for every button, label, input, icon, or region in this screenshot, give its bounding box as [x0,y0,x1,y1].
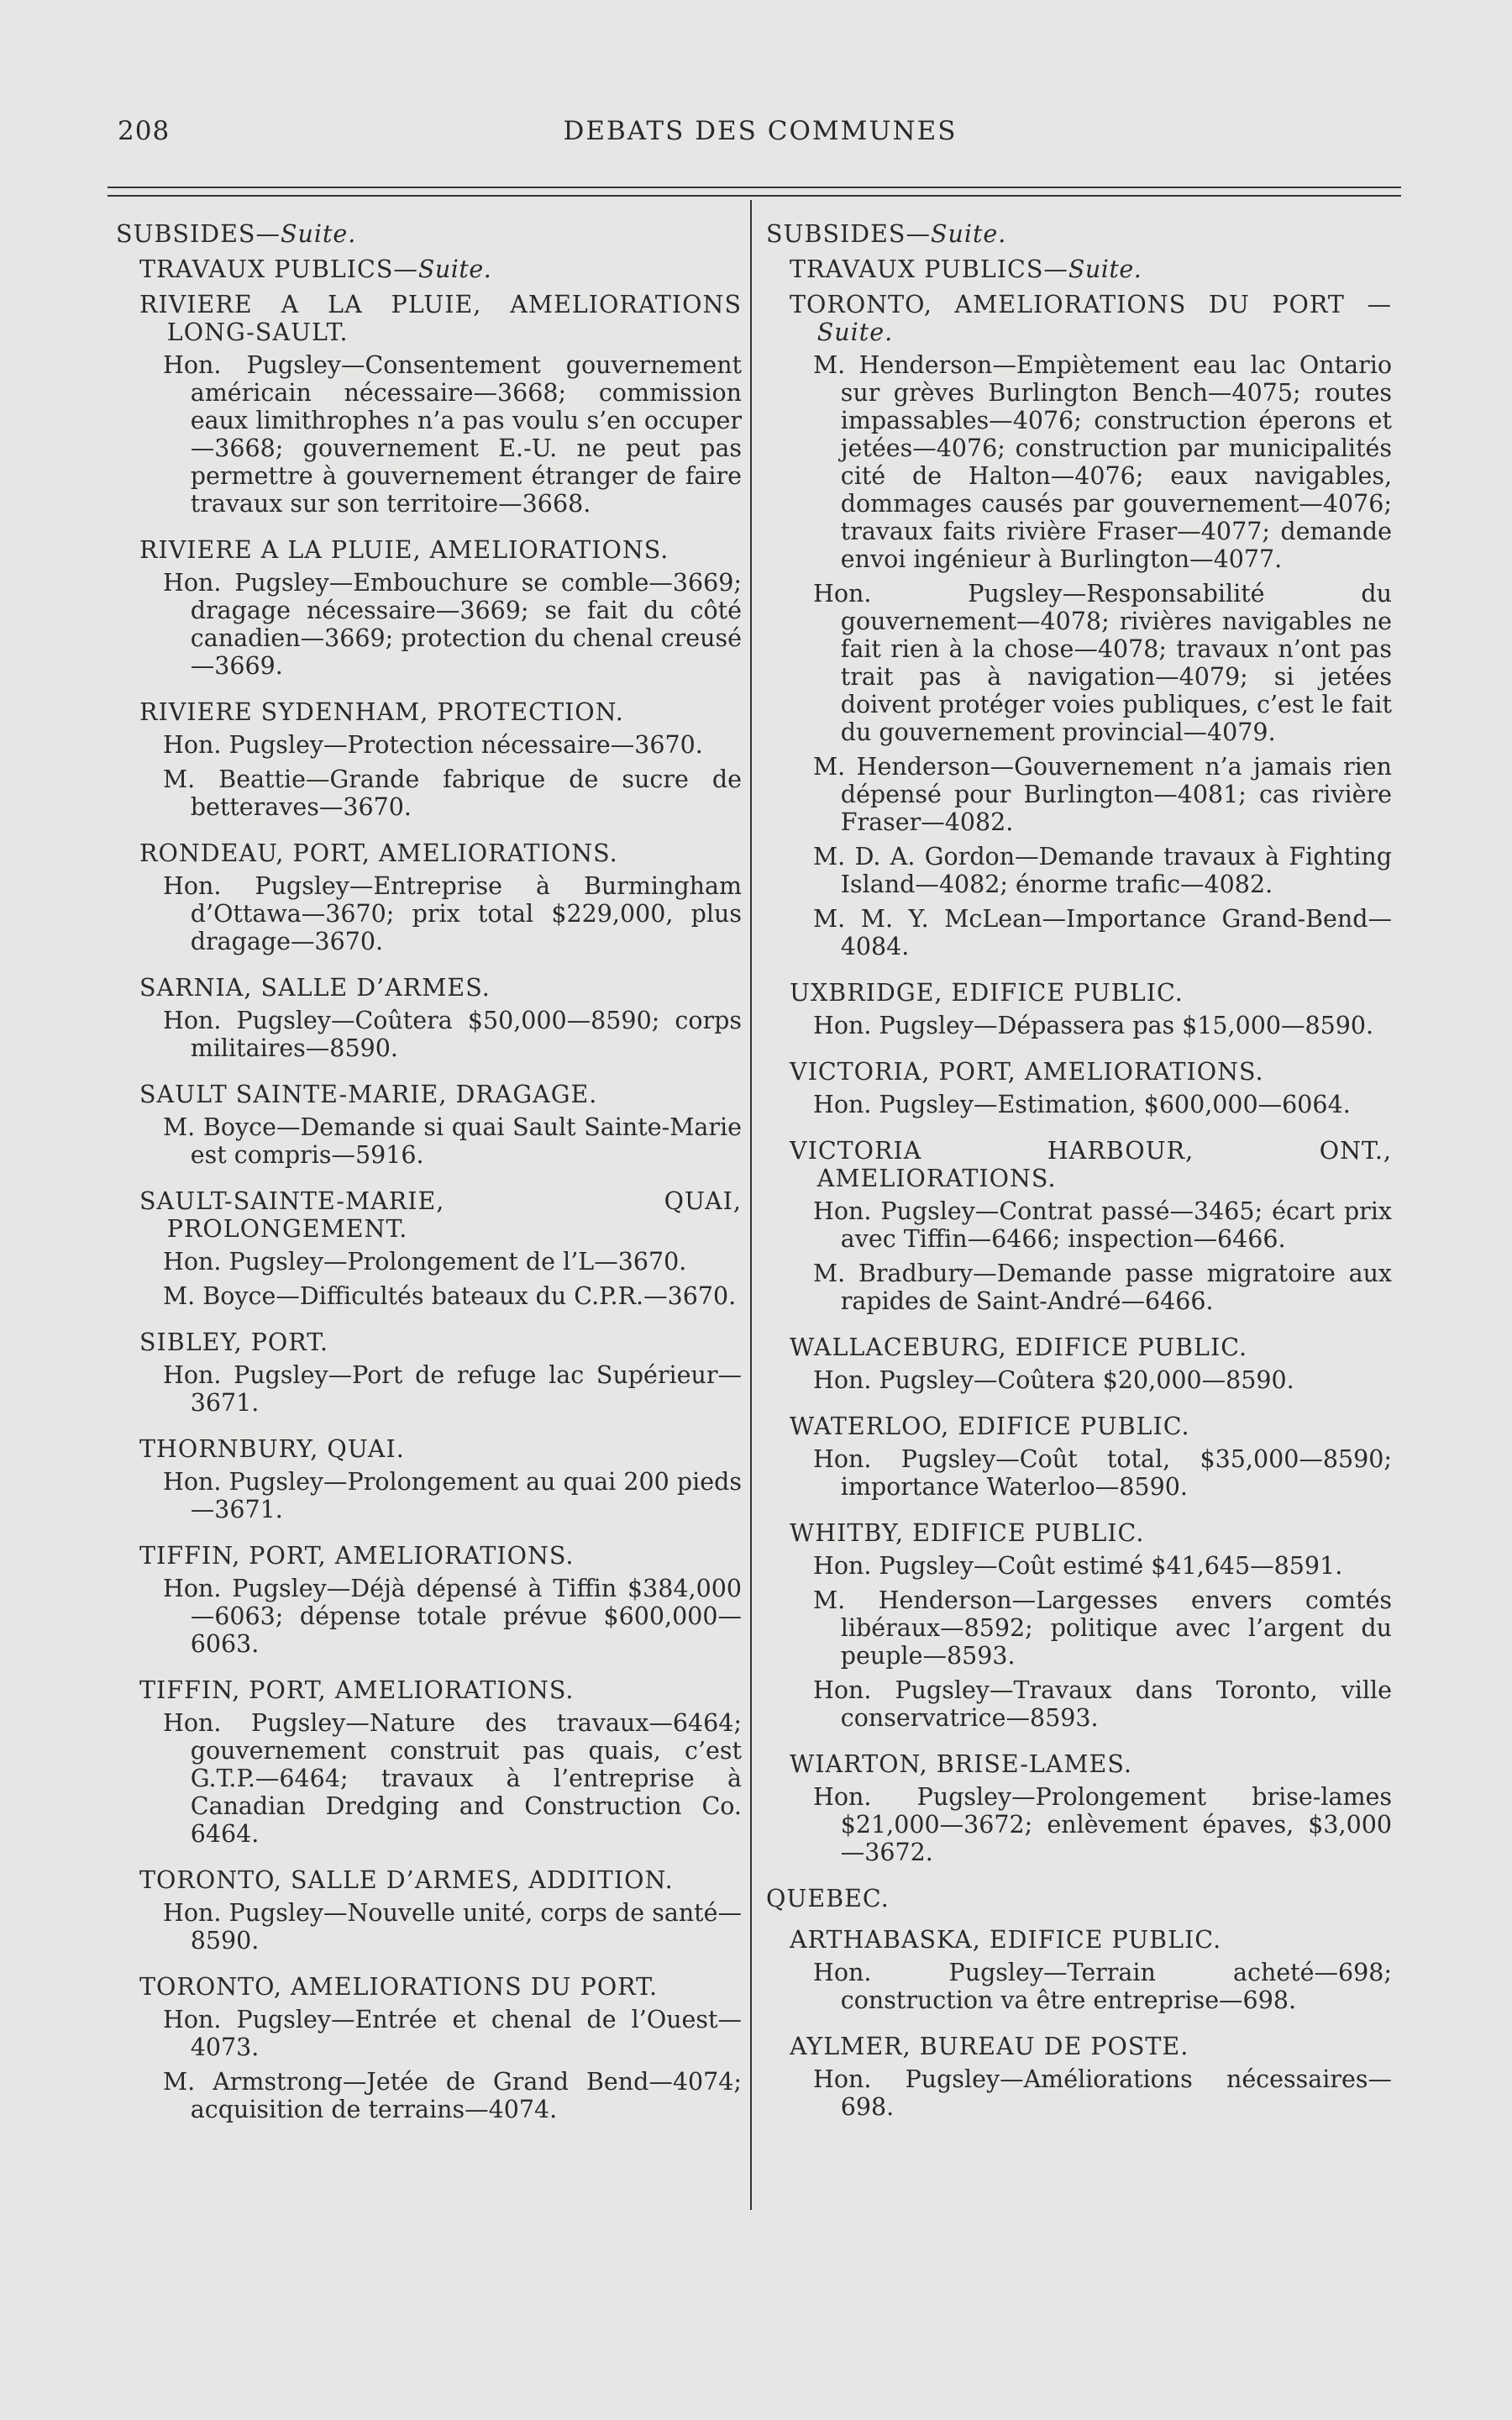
entry-heading: RIVIERE SYDENHAM, PROTECTION. [139,698,624,726]
continued-speeches [790,351,1392,960]
section-heading: SUBSIDES—Suite. [116,220,357,248]
entry-heading: TORONTO, AMELIORATIONS DU PORT. [139,1973,659,2001]
subsection-heading: TRAVAUX PUBLICS—Suite. [139,255,492,283]
index-entry [139,1081,742,1169]
speaker-note: Hon. Pugsley—Coûtera $50,000—8590; corps militaires—8590. [163,1007,742,1062]
speaker-note: M. Henderson—Empiètement eau lac Ontario sur grèves Burlington Bench—4075; routes impassables—4076; construction éperons et jetées—4076; construction par municipalités cité de Halton—4076; eaux navigables, dommages causés par gouvernement—4076; travaux faits rivière Fraser—4077; demande envoi ingénieur à Burlington—4077. [813,351,1392,573]
speaker-note: Hon. Pugsley—Coût estimé $41,645—8591. [813,1552,1343,1580]
index-entry [139,1328,742,1417]
subsection-heading: TRAVAUX PUBLICS—Suite. [790,255,1142,283]
speaker-note: Hon. Pugsley—Prolongement au quai 200 pieds—3671. [163,1468,742,1523]
index-entry [790,291,1392,960]
speaker-note: Hon. Pugsley—Dépassera pas $15,000—8590. [813,1012,1374,1039]
entry-heading: TIFFIN, PORT, AMELIORATIONS. [139,1676,575,1704]
index-entry [139,698,742,821]
index-entry [139,1973,742,2123]
index-entry [139,1435,742,1523]
quebec-entries [766,1926,1392,2121]
entry-heading: TORONTO, SALLE D’ARMES, ADDITION. [139,1866,674,1894]
speaker-note: Hon. Pugsley—Déjà dépensé à Tiffin $384,000—6063; dépense totale prévue $600,000—6063. [163,1575,742,1658]
entry-heading: AYLMER, BUREAU DE POSTE. [790,2033,1189,2060]
speaker-note: Hon. Pugsley—Coûtera $20,000—8590. [813,1366,1294,1394]
speaker-note: Hon. Pugsley—Améliorations nécessaires—698. [813,2065,1392,2121]
speaker-note: M. M. Y. McLean—Importance Grand-Bend—4084. [813,905,1392,960]
index-entry [139,1187,742,1310]
section-heading: SUBSIDES—Suite. [766,220,1007,248]
right-entries [766,979,1392,1866]
entry-heading: THORNBURY, QUAI. [139,1435,405,1463]
index-entry [139,839,742,955]
speaker-note: Hon. Pugsley—Port de refuge lac Supérieur—3671. [163,1361,742,1417]
speaker-note: Hon. Pugsley—Responsabilité du gouvernement—4078; rivières navigables ne fait rien à la chose—4078; travaux n’ont pas trait pas à navigation—4079; si jetées doivent protéger voies publiques, c’est le fait du gouvernement provincial—4079. [813,580,1392,746]
speaker-note: Hon. Pugsley—Embouchure se comble—3669; dragage nécessaire—3669; se fait du côté canadien—3669; protection du chenal creusé—3669. [163,569,742,680]
province-heading: QUEBEC. [766,1885,890,1912]
speaker-note: Hon. Pugsley—Consentement gouvernement américain nécessaire—3668; commission eaux limithrophes n’a pas voulu s’en occuper—3668; gouvernement E.-U. ne peut pas permettre à gouvernement étranger de faire travaux sur son territoire—3668. [163,351,742,518]
index-entry [790,1334,1392,1394]
speaker-note: M. Henderson—Gouvernement n’a jamais rien dépensé pour Burlington—4081; cas rivière Fraser—4082. [813,753,1392,836]
entry-heading: ARTHABASKA, EDIFICE PUBLIC. [790,1926,1222,1954]
entry-heading: WHITBY, EDIFICE PUBLIC. [790,1519,1145,1547]
entry-heading: VICTORIA HARBOUR, ONT., AMELIORATIONS. [790,1137,1392,1192]
speaker-note: Hon. Pugsley—Terrain acheté—698; construction va être entreprise—698. [813,1959,1392,2014]
entry-heading: WALLACEBURG, EDIFICE PUBLIC. [790,1334,1248,1361]
index-entry [139,1866,742,1954]
index-entry [790,1413,1392,1501]
index-entry [139,291,742,518]
entry-heading: TORONTO, AMELIORATIONS DU PORT —Suite. [790,291,1392,346]
speaker-note: Hon. Pugsley—Nouvelle unité, corps de santé—8590. [163,1899,742,1954]
index-entry [139,536,742,680]
speaker-note: Hon. Pugsley—Protection nécessaire—3670. [163,731,703,759]
speaker-note: M. Armstrong—Jetée de Grand Bend—4074; acquisition de terrains—4074. [163,2068,742,2123]
speaker-note: Hon. Pugsley—Entrée et chenal de l’Ouest—4073. [163,2006,742,2061]
index-entry [790,1519,1392,1732]
speaker-note: Hon. Pugsley—Prolongement de l’L—3670. [163,1248,687,1276]
entry-heading: SAULT-SAINTE-MARIE, QUAI, PROLONGEMENT. [139,1187,742,1243]
entry-heading: VICTORIA, PORT, AMELIORATIONS. [790,1058,1264,1086]
speaker-note: M. Boyce—Difficultés bateaux du C.P.R.—3670. [163,1282,737,1310]
running-title: DEBATS DES COMMUNES [563,116,958,146]
entry-heading: SARNIA, SALLE D’ARMES. [139,974,491,1002]
entry-heading: RIVIERE A LA PLUIE, AMELIORATIONS LONG-SAULT. [139,291,742,346]
header-rule-top [108,187,1401,188]
speaker-note: M. Beattie—Grande fabrique de sucre de betteraves—3670. [163,765,742,821]
index-entry [139,1676,742,1848]
index-entry [139,1542,742,1658]
speaker-note: M. Henderson—Largesses envers comtés libéraux—8592; politique avec l’argent du peuple—8593. [813,1586,1392,1670]
index-entry [790,2033,1392,2121]
speaker-note: M. Bradbury—Demande passe migratoire aux rapides de Saint-André—6466. [813,1260,1392,1315]
entry-heading: WATERLOO, EDIFICE PUBLIC. [790,1413,1190,1440]
entry-heading: RONDEAU, PORT, AMELIORATIONS. [139,839,618,867]
speaker-note: Hon. Pugsley—Estimation, $600,000—6064. [813,1091,1351,1118]
speaker-note: Hon. Pugsley—Travaux dans Toronto, ville conservatrice—8593. [813,1676,1392,1732]
index-entry [790,1750,1392,1866]
speaker-note: Hon. Pugsley—Entreprise à Burmingham d’Ottawa—3670; prix total $229,000, plus dragage—3670. [163,872,742,955]
index-entry [790,1137,1392,1315]
header-rule-bottom [108,195,1401,197]
column-divider [750,200,752,2210]
entry-heading: SAULT SAINTE-MARIE, DRAGAGE. [139,1081,598,1108]
index-entry [139,974,742,1062]
page-header [118,116,1403,150]
index-entry [790,1058,1392,1118]
entry-heading: UXBRIDGE, EDIFICE PUBLIC. [790,979,1184,1007]
index-entry [790,979,1392,1039]
entry-heading: WIARTON, BRISE-LAMES. [790,1750,1132,1778]
speaker-note: Hon. Pugsley—Coût total, $35,000—8590; importance Waterloo—8590. [813,1445,1392,1501]
speaker-note: Hon. Pugsley—Nature des travaux—6464; gouvernement construit pas quais, c’est G.T.P.—6464; travaux à l’entreprise à Canadian Dredging and Construction Co. 6464. [163,1709,742,1848]
entry-heading: RIVIERE A LA PLUIE, AMELIORATIONS. [139,536,669,564]
speaker-note: M. Boyce—Demande si quai Sault Sainte-Marie est compris—5916. [163,1113,742,1169]
entry-heading: SIBLEY, PORT. [139,1328,329,1356]
speaker-note: M. D. A. Gordon—Demande travaux à Fighting Island—4082; énorme trafic—4082. [813,843,1392,898]
left-entries [116,291,742,2123]
index-entry [790,1926,1392,2014]
speaker-note: Hon. Pugsley—Prolongement brise-lames $21,000—3672; enlèvement épaves, $3,000—3672. [813,1783,1392,1866]
right-column [766,220,1392,2139]
left-column [116,220,742,2142]
page-number: 208 [118,116,171,146]
speaker-note: Hon. Pugsley—Contrat passé—3465; écart prix avec Tiffin—6466; inspection—6466. [813,1197,1392,1253]
entry-heading: TIFFIN, PORT, AMELIORATIONS. [139,1542,575,1570]
